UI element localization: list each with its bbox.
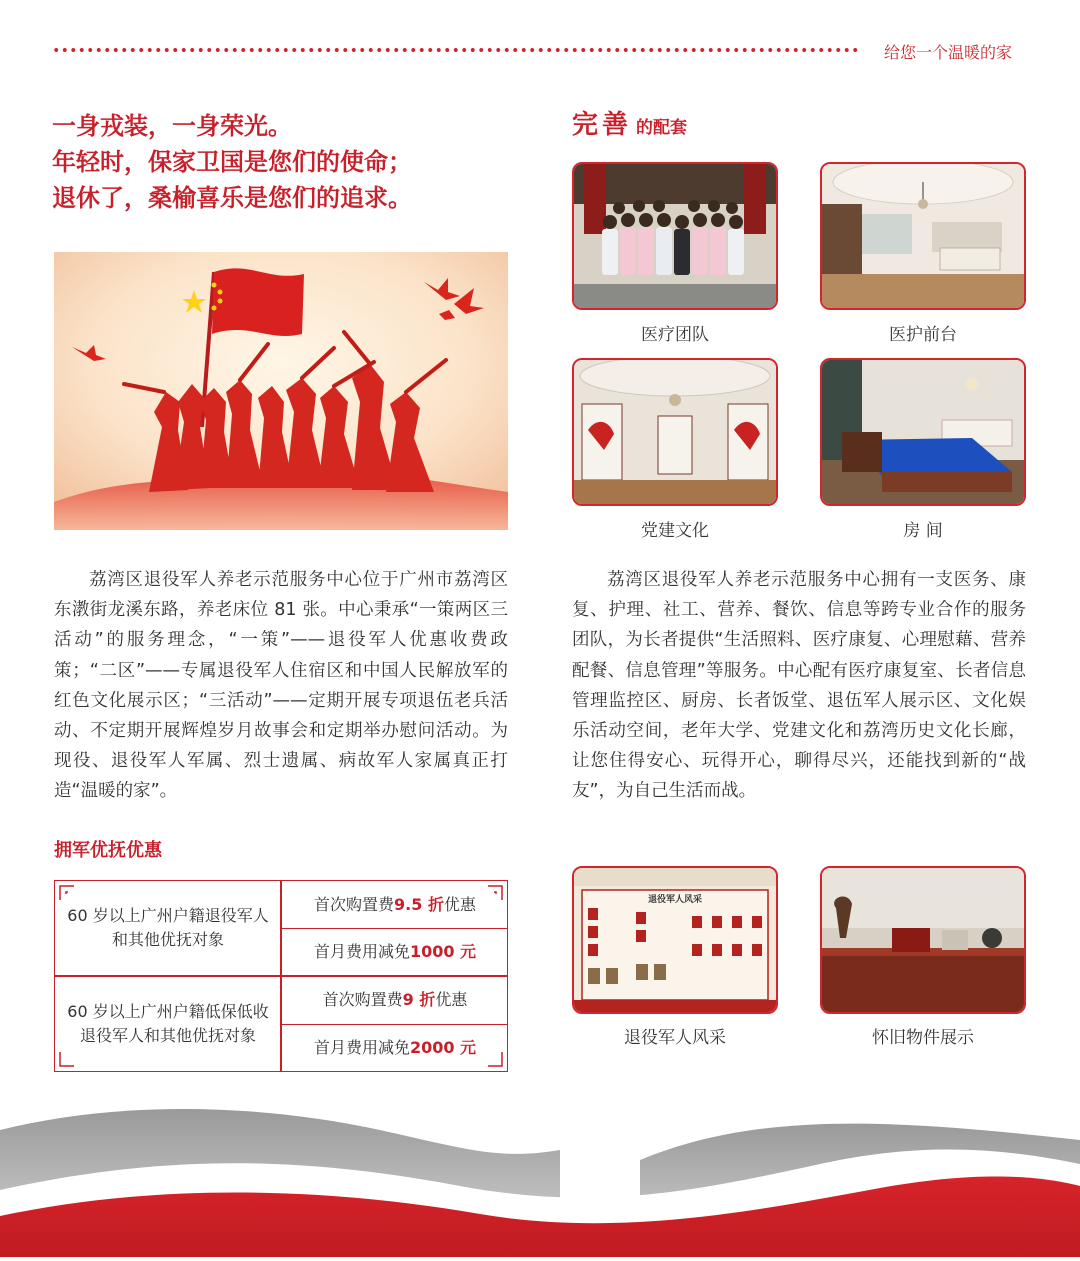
photo-caption: 怀旧物件展示 — [872, 1028, 974, 1048]
slogan-line-1: 一身戎装，一身荣光。 — [52, 112, 292, 140]
photo-caption: 党建文化 — [641, 521, 709, 541]
room-photo — [820, 358, 1026, 506]
intro-paragraph: 荔湾区退役军人养老示范服务中心位于广州市荔湾区东漖街龙溪东路，养老床位 81 张。中心秉承“一策两区三活动”的服务理念，“一策”——退役军人优惠收费政策；“二区”——专属退役军人住宿区和中国人民解放军的红色文化展示区；“三活动”——定期开展专项退伍老兵活动、不定期开展辉煌岁月故事会和定期举办慰问活动。为现役、退役军人军属、烈士遗属、病故军人家属真正打造“温暖的家”。 — [54, 570, 508, 802]
nostalgic-items-photo — [820, 866, 1026, 1014]
slogan-line-3: 退休了，桑榆喜乐是您们的追求。 — [52, 184, 412, 212]
facilities-heading — [572, 104, 687, 141]
dotted-divider — [52, 46, 858, 54]
party-culture-photo — [572, 358, 778, 506]
medical-team-photo — [572, 162, 778, 310]
service-paragraph: 荔湾区退役军人养老示范服务中心拥有一支医务、康复、护理、社工、营养、餐饮、信息等跨专业合作的服务团队，为长者提供“生活照料、医疗康复、心理慰藉、营养配餐、信息管理”等服务。中心配有医疗康复室、长者信息管理监控区、厨房、长者饭堂、退伍军人展示区、文化娱乐活动空间，老年大学、党建文化和荔湾历史文化长廊，让您住得安心、玩得开心，聊得尽兴，还能找到新的“战友”，为自己生活而战。 — [572, 570, 1026, 802]
discount-item: 首月费用减免 2000 元 — [313, 1038, 477, 1057]
facilities-heading-big: 完善 — [572, 110, 633, 140]
discount-table — [54, 880, 508, 1072]
photo-caption: 房 间 — [903, 521, 943, 541]
table-hline — [280, 928, 508, 929]
veterans-board-photo — [572, 866, 778, 1014]
discount-item: 首月费用减免 1000 元 — [313, 942, 477, 961]
photo-caption: 医护前台 — [889, 325, 957, 345]
hero-soldiers-flag-illustration — [54, 252, 508, 530]
discount-item: 首次购置费 9.5 折 优惠 — [314, 895, 476, 914]
slogan-line-2: 年轻时，保家卫国是您们的使命； — [52, 148, 412, 176]
discount-item: 首次购置费 9 折 优惠 — [322, 990, 468, 1009]
board-title: 退役军人风采 — [647, 895, 702, 905]
discount-heading: 拥军优抚优惠 — [54, 840, 162, 861]
slogan — [52, 108, 412, 216]
discount-target-2: 60 岁以上广州户籍低保低收退役军人和其他优抚对象 — [67, 1002, 269, 1045]
facilities-heading-small: 的配套 — [636, 118, 688, 138]
header-tagline: 给您一个温暖的家 — [884, 43, 1013, 62]
bottom-wave-decoration — [0, 1090, 1080, 1257]
discount-target-1: 60 岁以上广州户籍退役军人和其他优抚对象 — [67, 906, 269, 949]
photo-caption: 医疗团队 — [641, 325, 709, 345]
table-hline — [280, 1024, 508, 1025]
reception-desk-photo — [820, 162, 1026, 310]
photo-caption: 退役军人风采 — [624, 1028, 726, 1048]
